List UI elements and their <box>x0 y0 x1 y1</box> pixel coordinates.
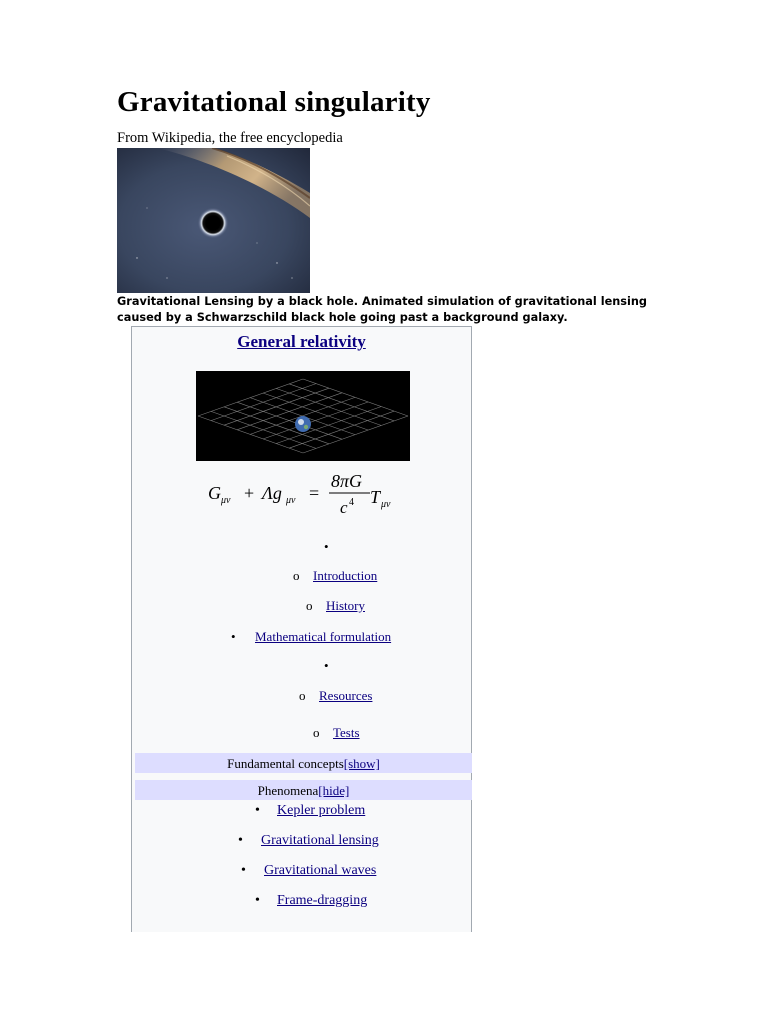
tests-link[interactable]: Tests <box>333 725 360 740</box>
eq-denominator: c <box>340 498 348 517</box>
list-item-resources[interactable] <box>299 688 372 704</box>
fundamental-concepts-header <box>135 753 472 773</box>
list-item-empty-2 <box>324 658 329 674</box>
phenomena-item-gravitational-lensing[interactable] <box>238 833 379 849</box>
eq-lambda-sub: μν <box>286 495 296 506</box>
history-link[interactable]: History <box>326 598 365 613</box>
fundamental-concepts-label: Fundamental concepts <box>227 756 344 771</box>
mathematical-formulation-link[interactable]: Mathematical formulation <box>255 629 392 644</box>
image-caption: Gravitational Lensing by a black hole. Animated simulation of gravitational lensing caused by a Schwarzschild black hole going past a background galaxy. <box>117 295 648 324</box>
eq-plus: + <box>244 483 255 503</box>
eq-equals: = <box>309 483 320 503</box>
infobox-title[interactable] <box>132 332 471 352</box>
phenomena-item-frame-dragging[interactable] <box>255 893 367 909</box>
page-subtitle: From Wikipedia, the free encyclopedia <box>117 130 343 146</box>
list-item-mathematical-formulation[interactable] <box>231 629 391 645</box>
eq-denominator-sup: 4 <box>349 497 354 508</box>
open-bullet-icon: o <box>293 568 300 583</box>
eq-numerator: 8πG <box>331 471 363 491</box>
filled-bullet-icon: • <box>255 803 260 818</box>
open-bullet-icon: o <box>306 598 313 613</box>
open-bullet-icon: o <box>299 688 306 703</box>
filled-bullet-icon: • <box>241 863 246 878</box>
list-item-tests[interactable] <box>313 725 360 741</box>
filled-bullet-icon: • <box>255 893 260 908</box>
introduction-link[interactable]: Introduction <box>313 568 378 583</box>
field-equation <box>192 467 422 519</box>
phenomena-item-kepler-problem[interactable] <box>255 803 365 819</box>
filled-bullet-icon: • <box>324 539 329 554</box>
eq-rhs-t-sub: μν <box>381 499 391 510</box>
page-title: Gravitational singularity <box>117 86 431 118</box>
filled-bullet-icon: • <box>231 629 236 644</box>
list-item-history[interactable] <box>306 598 365 614</box>
spacetime-curvature-grid-image[interactable] <box>196 371 410 461</box>
eq-lhs-g: G <box>208 483 221 503</box>
eq-lhs-g-sub: μν <box>221 495 231 506</box>
show-toggle-link[interactable]: [show] <box>343 756 380 771</box>
hide-toggle-link[interactable]: [hide] <box>318 783 350 798</box>
gravitational-lensing-link[interactable]: Gravitational lensing <box>261 833 379 848</box>
filled-bullet-icon: • <box>238 833 243 848</box>
field-equation-figure <box>192 467 422 519</box>
black-hole-lensing-icon <box>117 148 310 293</box>
eq-lambda-g: Λg <box>262 483 282 503</box>
open-bullet-icon: o <box>313 725 320 740</box>
general-relativity-link[interactable]: General relativity <box>237 332 366 351</box>
kepler-problem-link[interactable]: Kepler problem <box>277 803 366 818</box>
list-item-introduction[interactable] <box>293 568 377 584</box>
list-item-empty-1 <box>324 539 329 555</box>
filled-bullet-icon: • <box>324 658 329 673</box>
gravitational-waves-link[interactable]: Gravitational waves <box>264 863 377 878</box>
infobox-general-relativity <box>131 326 472 932</box>
phenomena-header <box>135 780 472 800</box>
phenomena-label: Phenomena <box>257 783 319 798</box>
frame-dragging-link[interactable]: Frame-dragging <box>277 893 368 908</box>
black-hole-lensing-image[interactable] <box>117 148 310 293</box>
phenomena-item-gravitational-waves[interactable] <box>241 863 376 879</box>
eq-rhs-t: T <box>370 487 381 507</box>
spacetime-grid-icon <box>196 371 410 461</box>
resources-link[interactable]: Resources <box>319 688 373 703</box>
